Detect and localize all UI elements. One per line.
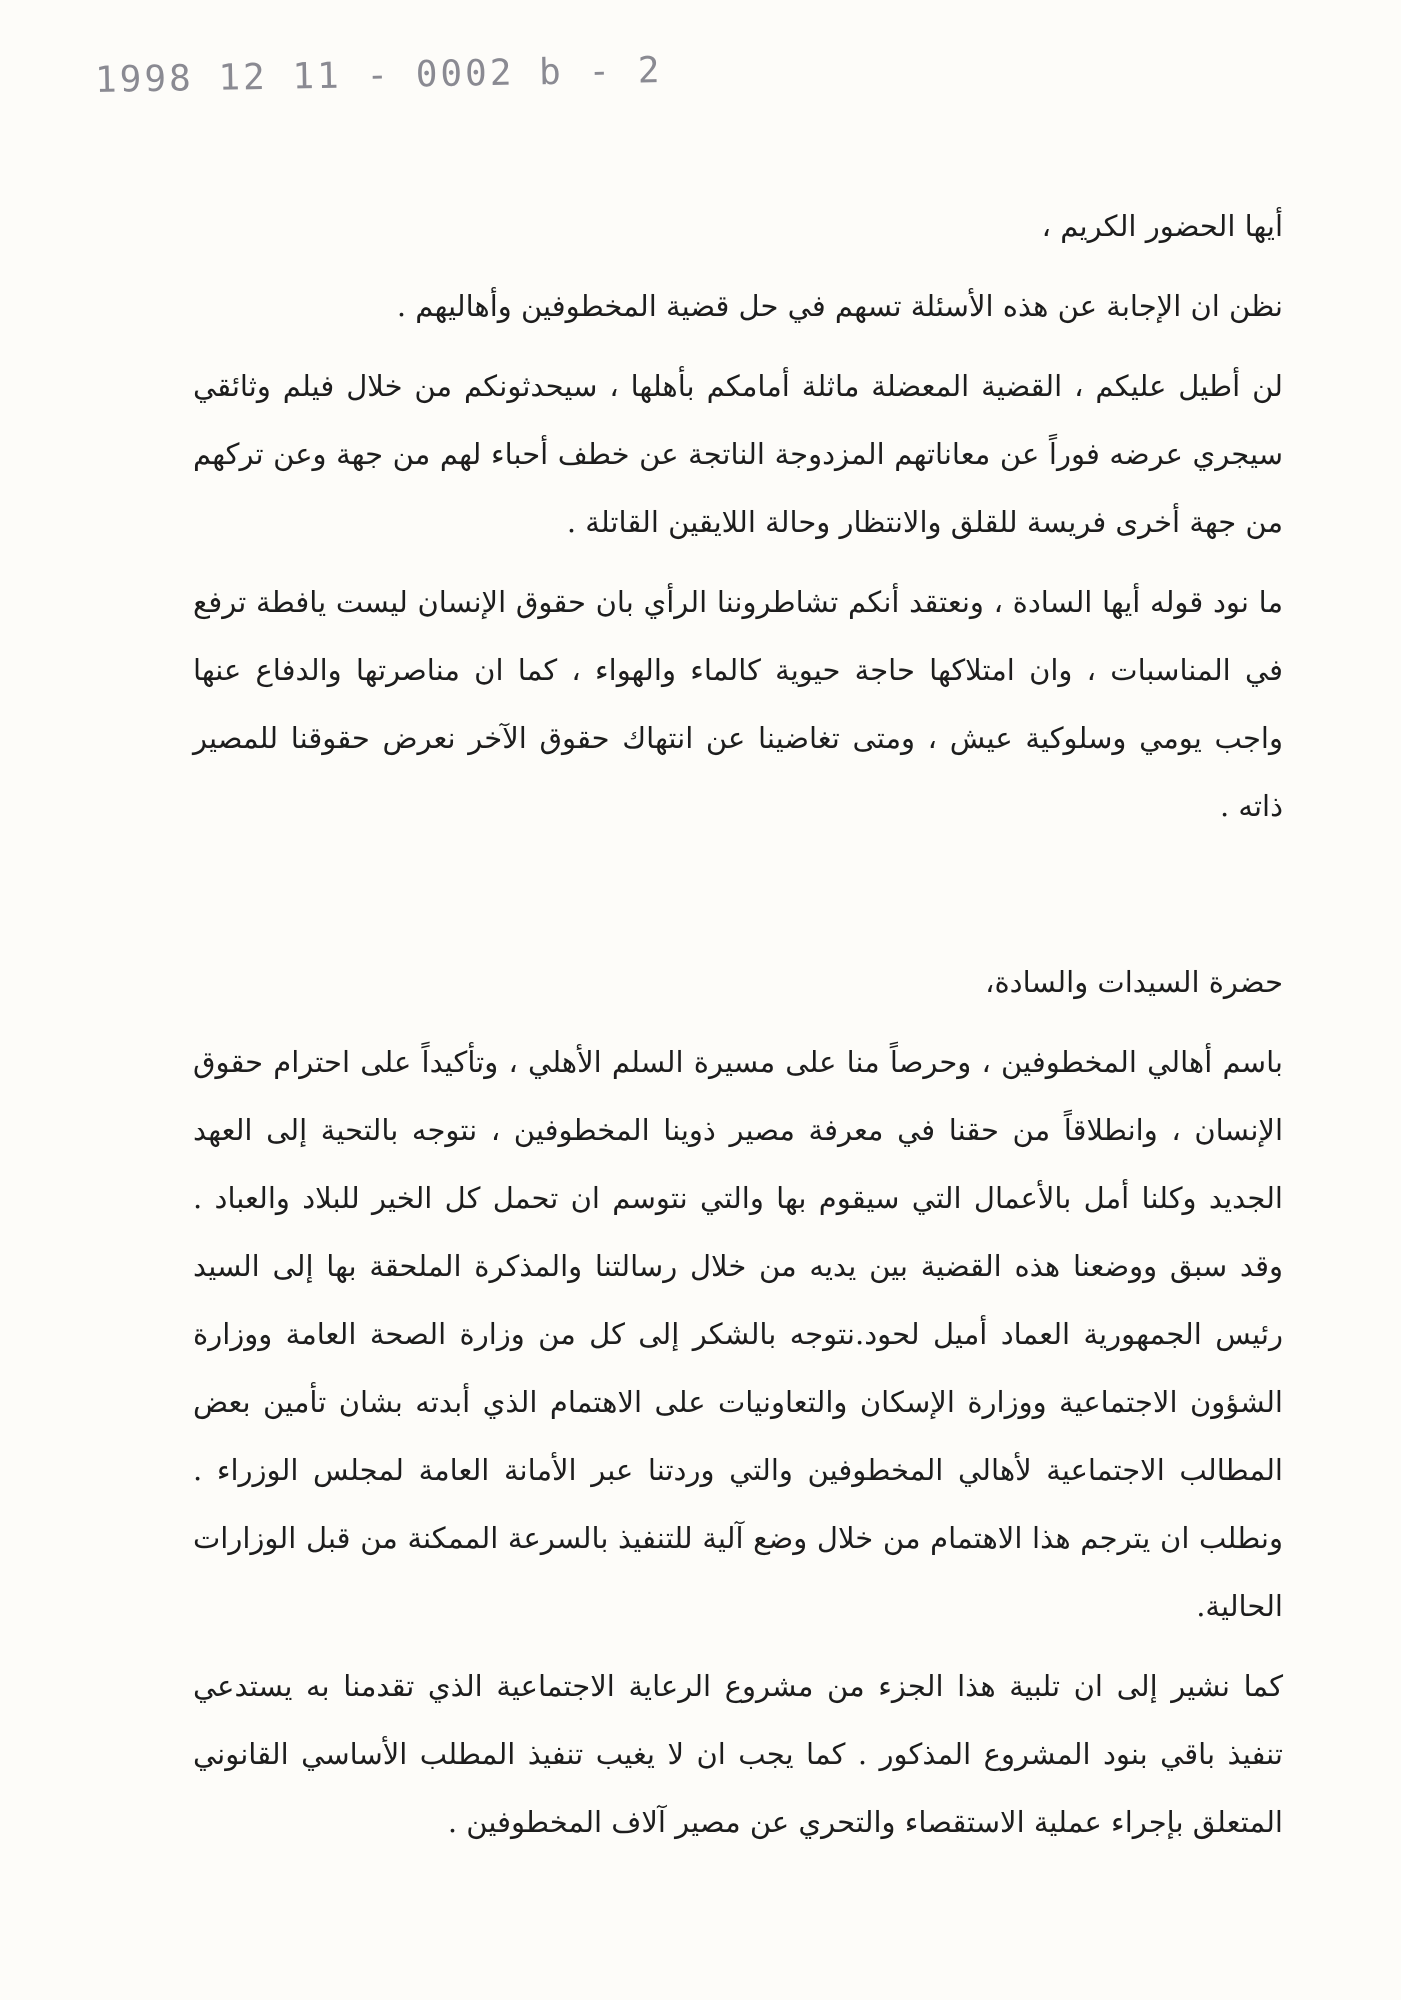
document-body [193, 192, 1283, 1856]
paragraph-human-rights: ما نود قوله أيها السادة ، ونعتقد أنكم تشاطروننا الرأي بان حقوق الإنسان ليست يافطة ترفع في المناسبات ، وان امتلاكها حاجة حيوية كالماء والهواء ، كما ان مناصرتها والدفاع عنها واجب يومي وسلوكية عيش ، ومتى تغاضينا عن انتهاك حقوق الآخر نعرض حقوقنا للمصير ذاته . [193, 585, 1283, 823]
paragraph-families-appeal: باسم أهالي المخطوفين ، وحرصاً منا على مسيرة السلم الأهلي ، وتأكيداً على احترام حقوق الإنسان ، وانطلاقاً من حقنا في معرفة مصير ذوينا المخطوفين ، نتوجه بالتحية إلى العهد الجديد وكلنا أمل بالأعمال التي سيقوم بها والتي نتوسم ان تحمل كل الخير للبلاد والعباد . وقد سبق ووضعنا هذه القضية بين يديه من خلال رسالتنا والمذكرة الملحقة بها إلى السيد رئيس الجمهورية العماد أميل لحود.نتوجه بالشكر إلى كل من وزارة الصحة العامة ووزارة الشؤون الاجتماعية ووزارة الإسكان والتعاونيات على الاهتمام الذي أبدته بشان تأمين بعض المطالب الاجتماعية لأهالي المخطوفين والتي وردتنا عبر الأمانة العامة لمجلس الوزراء . ونطلب ان يترجم هذا الاهتمام من خلال وضع آلية للتنفيذ بالسرعة الممكنة من قبل الوزارات الحالية. [193, 1045, 1283, 1623]
paragraph-questions: نظن ان الإجابة عن هذه الأسئلة تسهم في حل قضية المخطوفين وأهاليهم . [396, 289, 1283, 323]
paragraph-social-care-project: كما نشير إلى ان تلبية هذا الجزء من مشروع الرعاية الاجتماعية الذي تقدمنا به يستدعي تنفيذ باقي بنود المشروع المذكور . كما يجب ان لا يغيب تنفيذ المطلب الأساسي القانوني المتعلق بإجراء عملية الاستقصاء والتحري عن مصير آلاف المخطوفين . [193, 1669, 1283, 1839]
opening-salutation: أيها الحضور الكريم ، [1041, 209, 1283, 243]
archive-reference-number: 1998 12 11 - 0002 b - 2 [94, 50, 663, 101]
second-salutation: حضرة السيدات والسادة، [985, 965, 1283, 999]
paragraph-documentary-film: لن أطيل عليكم ، القضية المعضلة ماثلة أمامكم بأهلها ، سيحدثونكم من خلال فيلم وثائقي سيجري عرضه فوراً عن معاناتهم المزدوجة الناتجة عن خطف أحباء لهم من جهة وعن تركهم من جهة أخرى فريسة للقلق والانتظار وحالة اللايقين القاتلة . [193, 369, 1283, 539]
